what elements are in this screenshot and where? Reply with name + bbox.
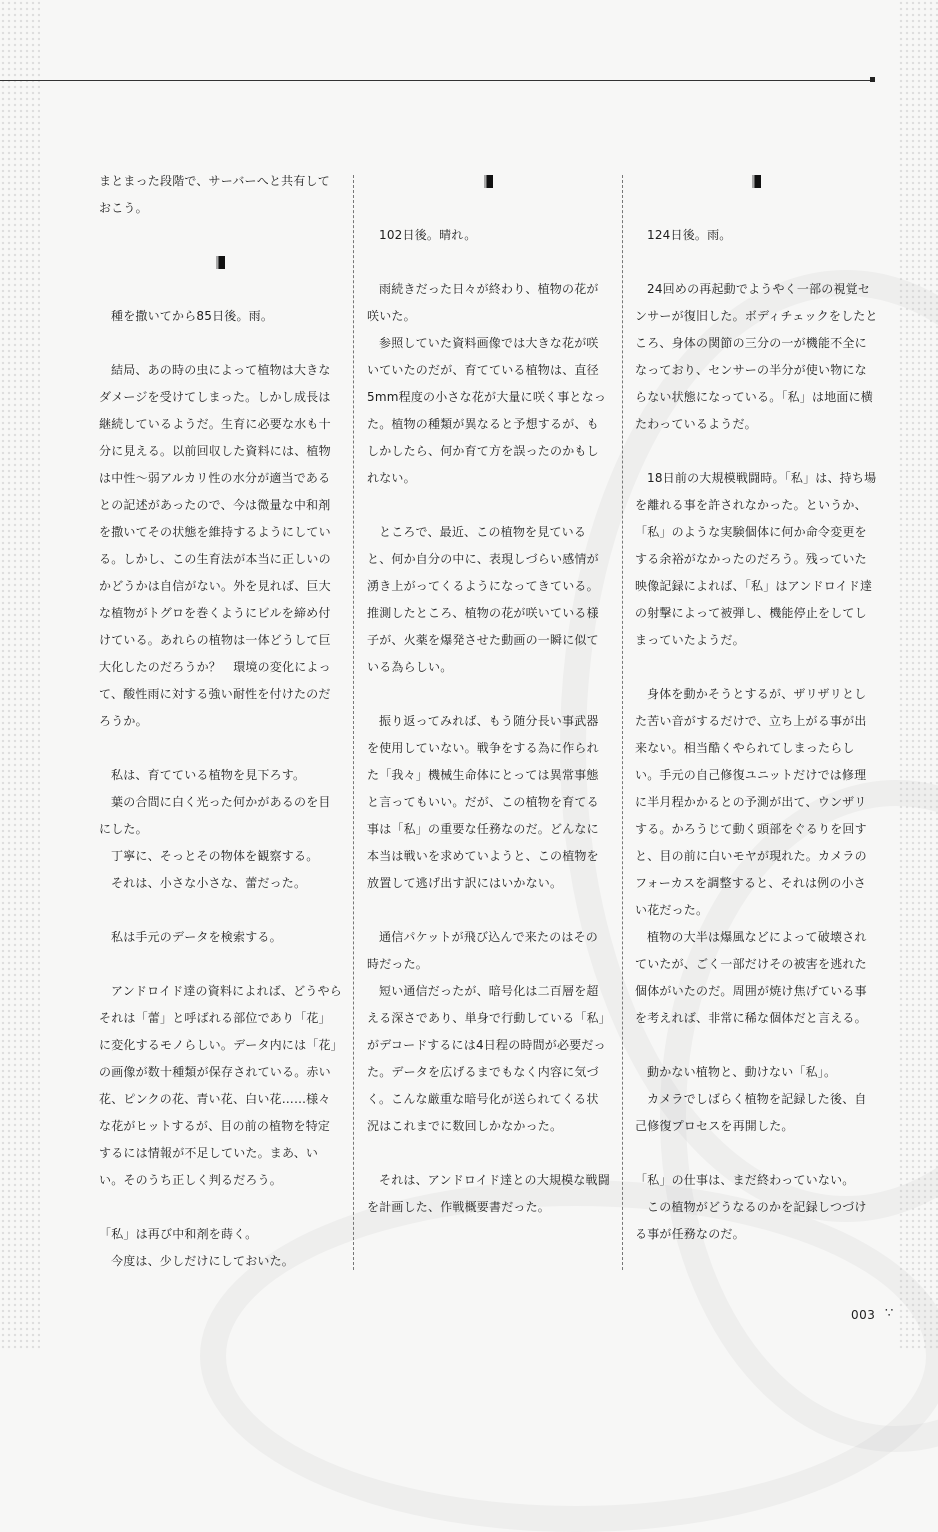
paragraph-spacer	[635, 1032, 878, 1059]
article-paragraph: この植物がどうなるのかを記録しつづける事が任務なのだ。	[635, 1200, 867, 1241]
article-paragraph: 24回めの再起動でようやく一部の視覚センサーが復旧した。ボディチェックをしたところ、身体の関節の三分の一が機能不全になっており、センサーの半分が使い物にならない状態になっている。「私」は地面に横たわっているようだ。	[635, 282, 878, 431]
article-paragraph: 私は手元のデータを検索する。	[111, 930, 282, 944]
paragraph-spacer	[367, 195, 610, 222]
paragraph-spacer	[367, 897, 610, 924]
paragraph-spacer	[367, 492, 610, 519]
article-paragraph: 結局、あの時の虫によって植物は大きなダメージを受けてしまった。しかし成長は継続しているようだ。生育に必要な水も十分に見える。以前回収した資料には、植物は中性～弱アルカリ性の水分が適当であるとの記述があったので、今は微量な中和剤を撒いてその状態を維持するようにしている。しかし、この生育法が本当に正しいのかどうかは自信がない。外を見れば、巨大な植物がトグロを巻くようにビルを締め付けている。あれらの植物は一体どうして巨大化したのだろうか？ 環境の変化によって、酸性雨に対する強い耐性を付けたのだろうか。	[99, 363, 331, 728]
column-divider	[353, 175, 354, 1270]
section-marker-icon	[216, 256, 225, 269]
header-rule	[0, 80, 870, 81]
section-marker-icon	[752, 175, 761, 188]
article-paragraph: 丁寧に、そっとその物体を観察する。	[111, 849, 319, 863]
paragraph-spacer	[635, 1140, 878, 1167]
article-paragraph: まとまった段階で、サーバーへと共有しておこう。	[99, 174, 330, 215]
paragraph-spacer	[99, 951, 342, 978]
header-rule-endpoint	[870, 77, 875, 82]
page-number: 003	[851, 1308, 876, 1322]
paragraph-spacer	[367, 1140, 610, 1167]
article-paragraph: 「私」の仕事は、まだ終わっていない。	[635, 1173, 855, 1187]
paragraph-spacer	[635, 438, 878, 465]
article-paragraph: 18日前の大規模戦闘時。「私」は、持ち場を離れる事を許されなかった。というか、「私」のような実験個体に何か命令変更をする余裕がなかったのだろう。残っていた映像記録によれば、「私」はアンドロイド達の射撃によって被弾し、機能停止をしてしまっていたようだ。	[635, 471, 877, 647]
article-paragraph: それは、小さな小さな、蕾だった。	[111, 876, 307, 890]
paragraph-spacer	[99, 1194, 342, 1221]
section-marker	[367, 168, 610, 195]
paragraph-spacer	[99, 222, 342, 249]
article-paragraph: 植物の大半は爆風などによって破壊されていたが、ごく一部だけその被害を逃れた個体がいたのだ。周囲が焼け焦げている事を考えれば、非常に稀な個体だと言える。	[635, 930, 867, 1025]
paragraph-spacer	[635, 195, 878, 222]
section-marker	[99, 249, 342, 276]
article-paragraph: それは、アンドロイド達との大規模な戦闘を計画した、作戦概要書だった。	[367, 1173, 610, 1214]
article-paragraph: カメラでしばらく植物を記録した後、自己修復プロセスを再開した。	[635, 1092, 867, 1133]
article-paragraph: 私は、育てている植物を見下ろす。	[111, 768, 306, 782]
article-column-1	[99, 168, 342, 1275]
paragraph-spacer	[367, 681, 610, 708]
article-paragraph: 葉の合間に白く光った何かがあるのを目にした。	[99, 795, 331, 836]
article-paragraph: 「私」は再び中和剤を蒔く。	[99, 1227, 258, 1241]
column-divider	[622, 175, 623, 1270]
paragraph-spacer	[367, 249, 610, 276]
article-paragraph: 参照していた資料画像では大きな花が咲いていたのだが、育てている植物は、直径5mm程度の小さな花が大量に咲く事となった。植物の種類が異なると予想するが、もしかしたら、何か育て方を誤ったのかもしれない。	[367, 336, 607, 485]
paragraph-spacer	[99, 735, 342, 762]
article-column-3	[635, 168, 878, 1248]
article-paragraph: 124日後。雨。	[647, 228, 732, 242]
article-paragraph: 種を撒いてから85日後。雨。	[111, 309, 274, 323]
article-paragraph: 通信パケットが飛び込んで来たのはその時だった。	[367, 930, 599, 971]
section-marker	[635, 168, 878, 195]
paragraph-spacer	[635, 654, 878, 681]
article-paragraph: 振り返ってみれば、もう随分長い事武器を使用していない。戦争をする為に作られた「我々」機械生命体にとっては異常事態と言ってもいい。だが、この植物を育てる事は「私」の重要な任務なのだ。どんなに本当は戦いを求めていようと、この植物を放置して逃げ出す訳にはいかない。	[367, 714, 599, 890]
paragraph-spacer	[99, 330, 342, 357]
article-paragraph: 今度は、少しだけにしておいた。	[111, 1254, 295, 1268]
article-column-2	[367, 168, 610, 1221]
article-paragraph: アンドロイド達の資料によれば、どうやらそれは「蕾」と呼ばれる部位であり「花」に変化するモノらしい。データ内には「花」の画像が数十種類が保存されている。赤い花、ピンクの花、青い花、白い花……様々な花がヒットするが、目の前の植物を特定するには情報が不足していた。まあ、いい。そのうち正しく判るだろう。	[99, 984, 342, 1187]
paragraph-spacer	[99, 276, 342, 303]
article-paragraph: 身体を動かそうとするが、ザリザリとした苦い音がするだけで、立ち上がる事が出来ない。相当酷くやられてしまったらしい。手元の自己修復ユニットだけでは修理に半月程かかるとの予測が出て、ウンザリする。かろうじて動く頭部をぐるりを回すと、目の前に白いモヤが現れた。カメラのフォーカスを調整すると、それは例の小さい花だった。	[635, 687, 867, 917]
page-ornament-icon: ∵	[885, 1306, 894, 1321]
article-paragraph: 短い通信だったが、暗号化は二百層を超える深さであり、単身で行動している「私」がデコードするには4日程の時間が必要だった。データを広げるまでもなく内容に気づく。こんな厳重な暗号化が送られてくる状況はこれまでに数回しかなかった。	[367, 984, 606, 1133]
scan-texture-left	[0, 0, 40, 1350]
article-paragraph: 動かない植物と、動けない「私」。	[647, 1065, 837, 1079]
article-paragraph: 102日後。晴れ。	[379, 228, 477, 242]
section-marker-icon	[484, 175, 493, 188]
article-paragraph: 雨続きだった日々が終わり、植物の花が咲いた。	[367, 282, 599, 323]
paragraph-spacer	[99, 897, 342, 924]
paragraph-spacer	[635, 249, 878, 276]
article-paragraph: ところで、最近、この植物を見ていると、何か自分の中に、表現しづらい感情が湧き上がってくるようになってきている。推測したところ、植物の花が咲いている様子が、火薬を爆発させた動画の一瞬に似ている為らしい。	[367, 525, 599, 674]
